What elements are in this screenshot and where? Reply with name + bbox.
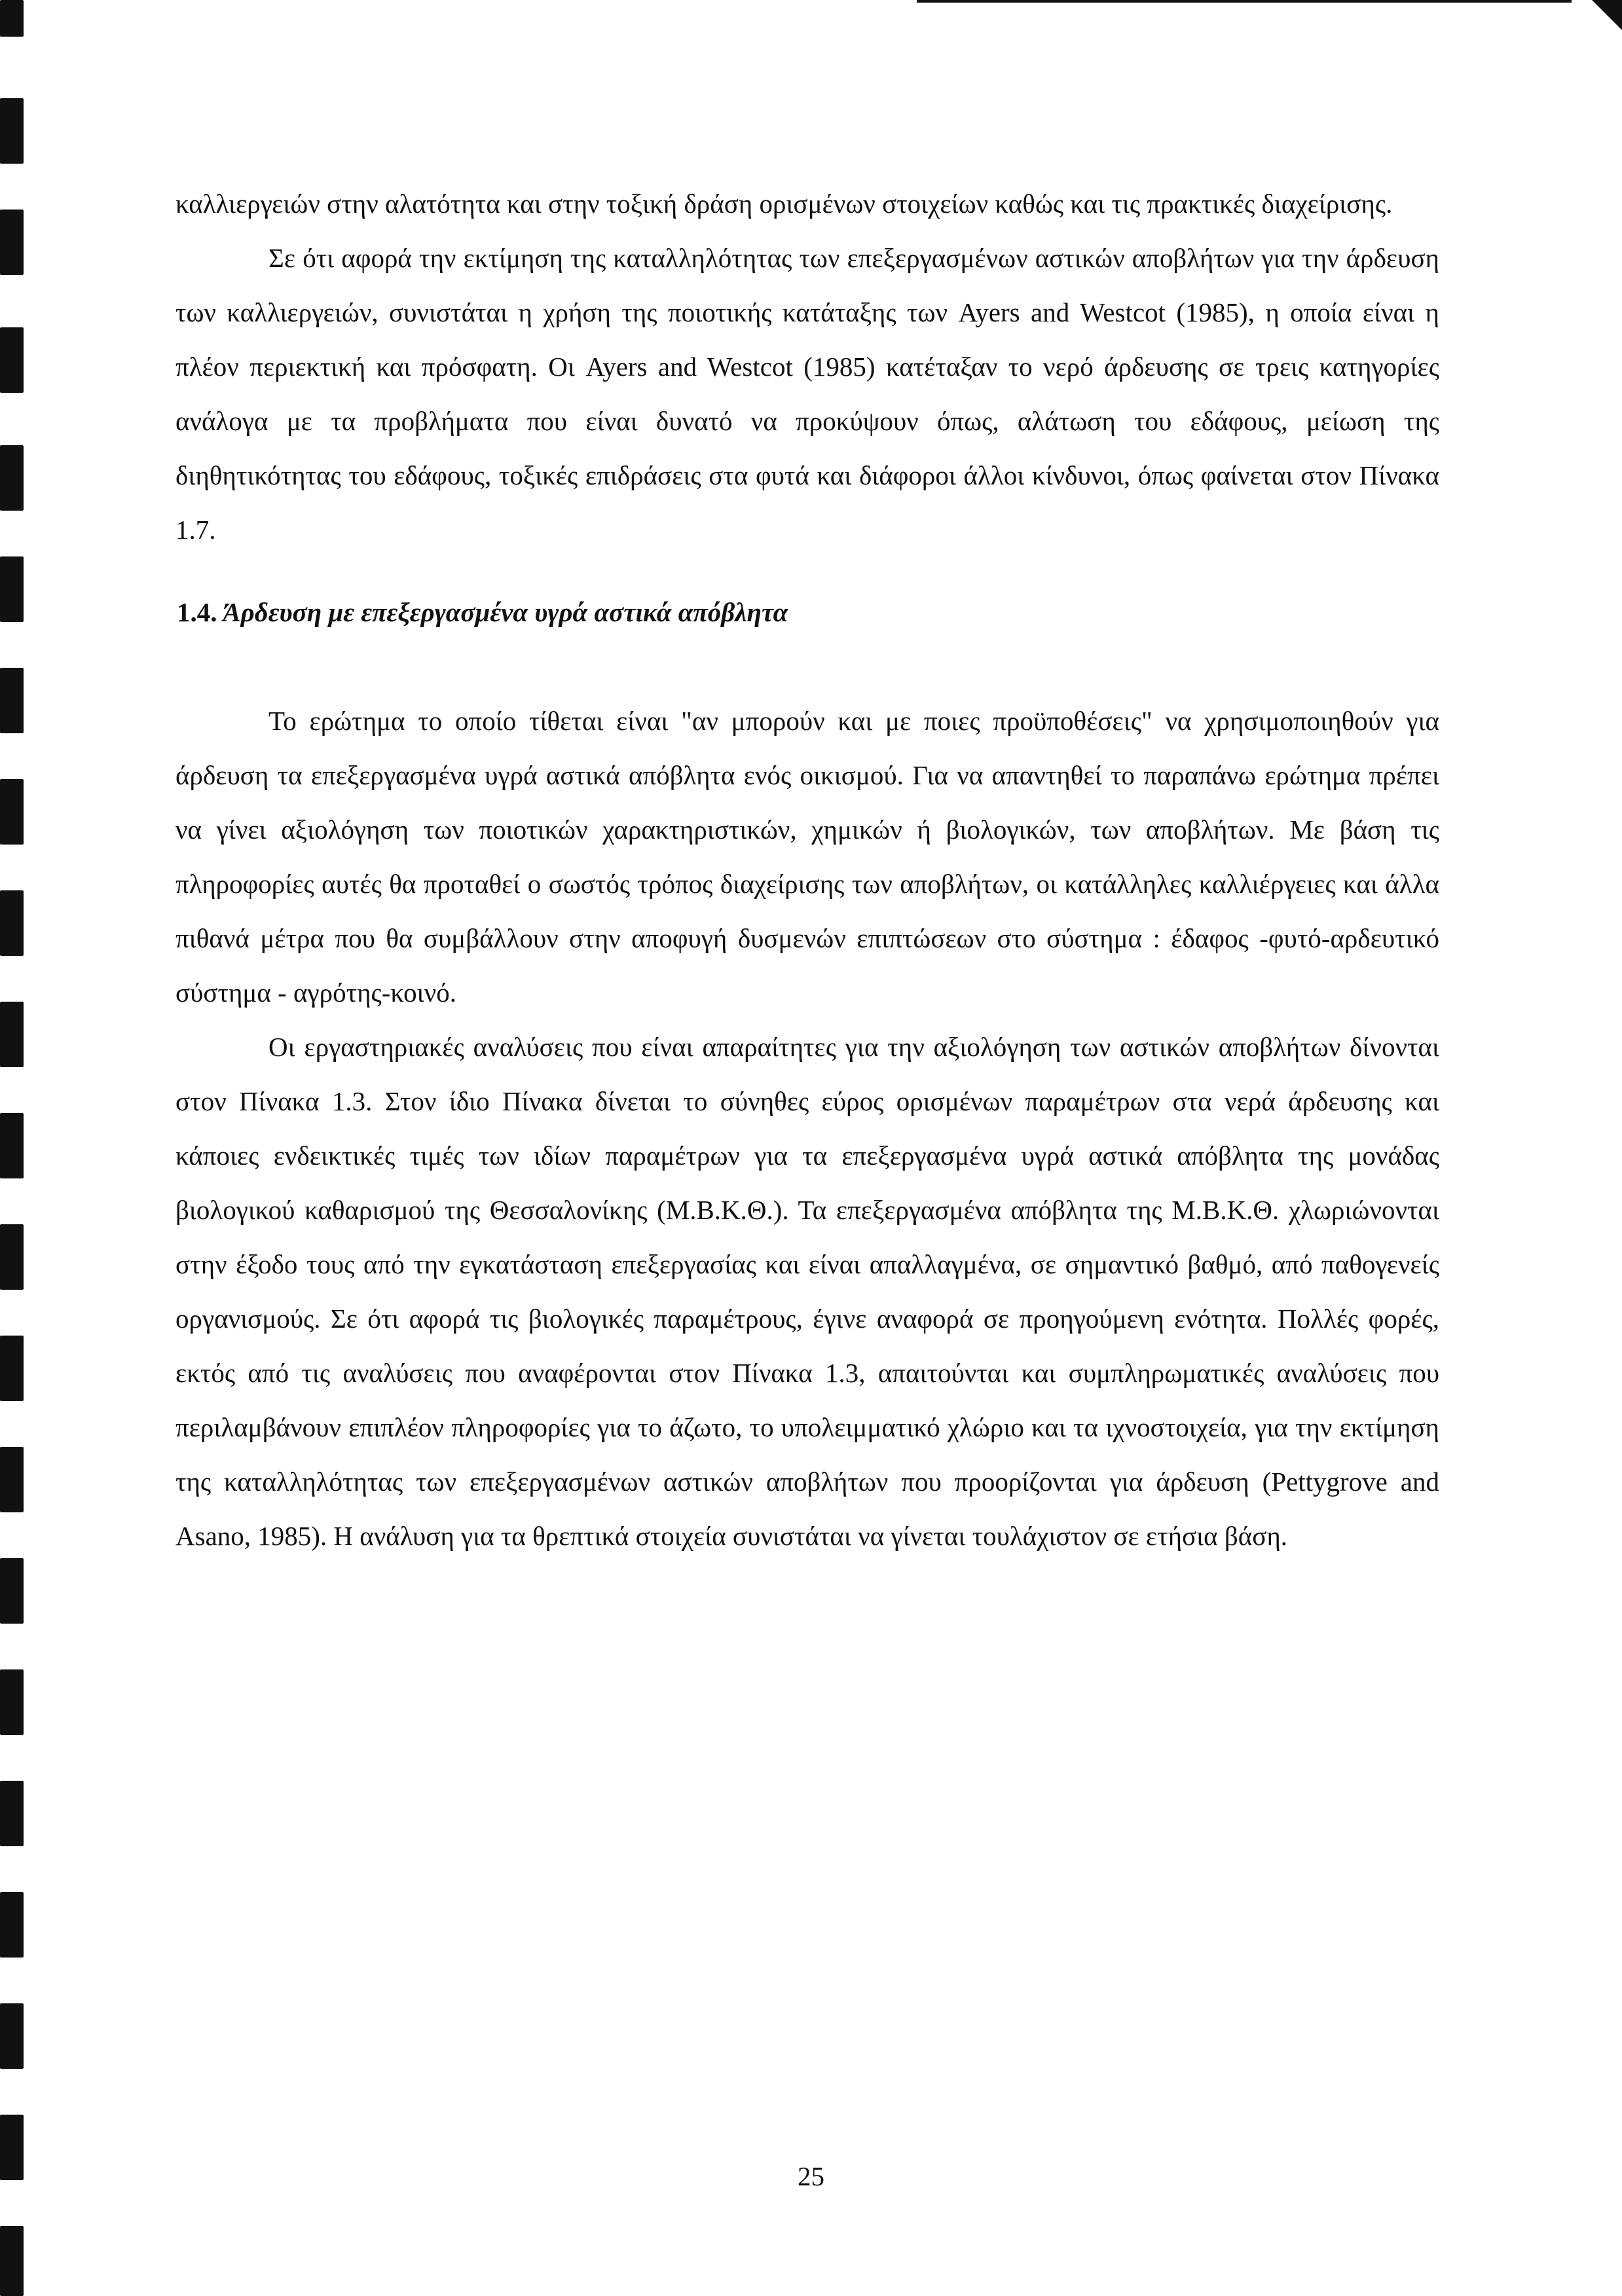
binding-mark [0, 2003, 24, 2069]
binding-mark [0, 0, 24, 37]
binding-mark [0, 1336, 24, 1401]
section-title: Άρδευση με επεξεργασμένα υγρά αστικά απόβλητα [223, 597, 788, 627]
paragraph-question: Το ερώτημα το οποίο τίθεται είναι "αν μπορούν και με ποιες προϋποθέσεις" να χρησιμοποιηθούν για άρδευση τα επεξεργασμένα υγρά αστικά απόβλητα ενός οικισμού. Για να απαντηθεί το παραπάνω ερώτημα πρέπει να γίνει αξιολόγηση των ποιοτικών χαρακτηριστικών, χημικών ή βιολογικών, των αποβλήτων. Με βάση τις πληροφορίες αυτές θα προταθεί ο σωστός τρόπος διαχείρισης των αποβλήτων, οι κατάλληλες καλλιέργειες και άλλα πιθανά μέτρα που θα συμβάλλουν στην αποφυγή δυσμενών επιπτώσεων στο σύστημα : έδαφος -φυτό-αρδευτικό σύστημα - αγρότης-κοινό. [175, 706, 1439, 1008]
binding-mark [0, 2226, 24, 2296]
paragraph-lab-analyses: Οι εργαστηριακές αναλύσεις που είναι απαραίτητες για την αξιολόγηση των αστικών αποβλήτων δίνονται στον Πίνακα 1.3. Στον ίδιο Πίνακα δίνεται το σύνηθες εύρος ορισμένων παραμέτρων στα νερά άρδευσης και κάποιες ενδεικτικές τιμές των ιδίων παραμέτρων για τα επεξεργασμένα υγρά αστικά απόβλητα της μονάδας βιολογικού καθαρισμού της Θεσσαλονίκης (Μ.Β.Κ.Θ.). Τα επεξεργασμένα απόβλητα της Μ.Β.Κ.Θ. χλωριώνονται στην έξοδο τους από την εγκατάσταση επεξεργασίας και είναι απαλλαγμένα, σε σημαντικό βαθμό, από παθογενείς οργανισμούς. Σε ότι αφορά τις βιολογικές παραμέτρους, έγινε αναφορά σε προηγούμενη ενότητα. Πολλές φορές, εκτός από τις αναλύσεις που αναφέρονται στον Πίνακα 1.3, απαιτούνται και συμπληρωματικές αναλύσεις που περιλαμβάνουν επιπλέον πληροφορίες για το άζωτο, το υπολειμματικό χλώριο και τα ιχνοστοιχεία, για την εκτίμηση της καταλληλότητας των επεξεργασμένων αστικών αποβλήτων που προορίζονται για άρδευση (Pettygrove and Asano, 1985). Η ανάλυση για τα θρεπτικά στοιχεία συνιστάται να γίνεται τουλάχιστον σε ετήσια βάση. [175, 1032, 1439, 1551]
binding-mark [0, 1781, 24, 1846]
binding-mark [0, 890, 24, 956]
binding-mark [0, 1669, 24, 1735]
section-number: 1.4. [177, 597, 217, 627]
binding-mark [0, 445, 24, 511]
paragraph-ayers-westcot: Σε ότι αφορά την εκτίμηση της καταλληλότητας των επεξεργασμένων αστικών αποβλήτων για την άρδευση των καλλιεργειών, συνιστάται η χρήση της ποιοτικής κατάταξης των Ayers and Westcot (1985), η οποία είναι η πλέον περιεκτική και πρόσφατη. Οι Ayers and Westcot (1985) κατέταξαν το νερό άρδευσης σε τρεις κατηγορίες ανάλογα με τα προβλήματα που είναι δυνατό να προκύψουν όπως, αλάτωση του εδάφους, μείωση της διηθητικότητας του εδάφους, τοξικές επιδράσεις στα φυτά και διάφοροι άλλοι κίνδυνοι, όπως φαίνεται στον Πίνακα 1.7. [175, 243, 1439, 545]
scan-binding-edge [0, 0, 46, 2296]
binding-mark [0, 1002, 24, 1067]
paragraph-continuation: καλλιεργειών στην αλατότητα και στην τοξική δράση ορισμένων στοιχείων καθώς και τις πρακτικές διαχείρισης. [175, 189, 1393, 219]
document-body [175, 177, 1439, 1563]
binding-mark [0, 1224, 24, 1290]
scan-edge-line [917, 0, 1572, 3]
binding-mark [0, 210, 24, 275]
binding-mark [0, 1558, 24, 1624]
binding-mark [0, 1892, 24, 1958]
section-heading [175, 585, 1439, 640]
binding-mark [0, 1447, 24, 1512]
scan-corner-mark [1592, 0, 1622, 30]
binding-mark [0, 327, 24, 393]
page-number: 25 [798, 2161, 824, 2191]
binding-mark [0, 556, 24, 622]
binding-mark [0, 668, 24, 733]
binding-mark [0, 779, 24, 845]
binding-mark [0, 98, 24, 164]
binding-mark [0, 1113, 24, 1178]
